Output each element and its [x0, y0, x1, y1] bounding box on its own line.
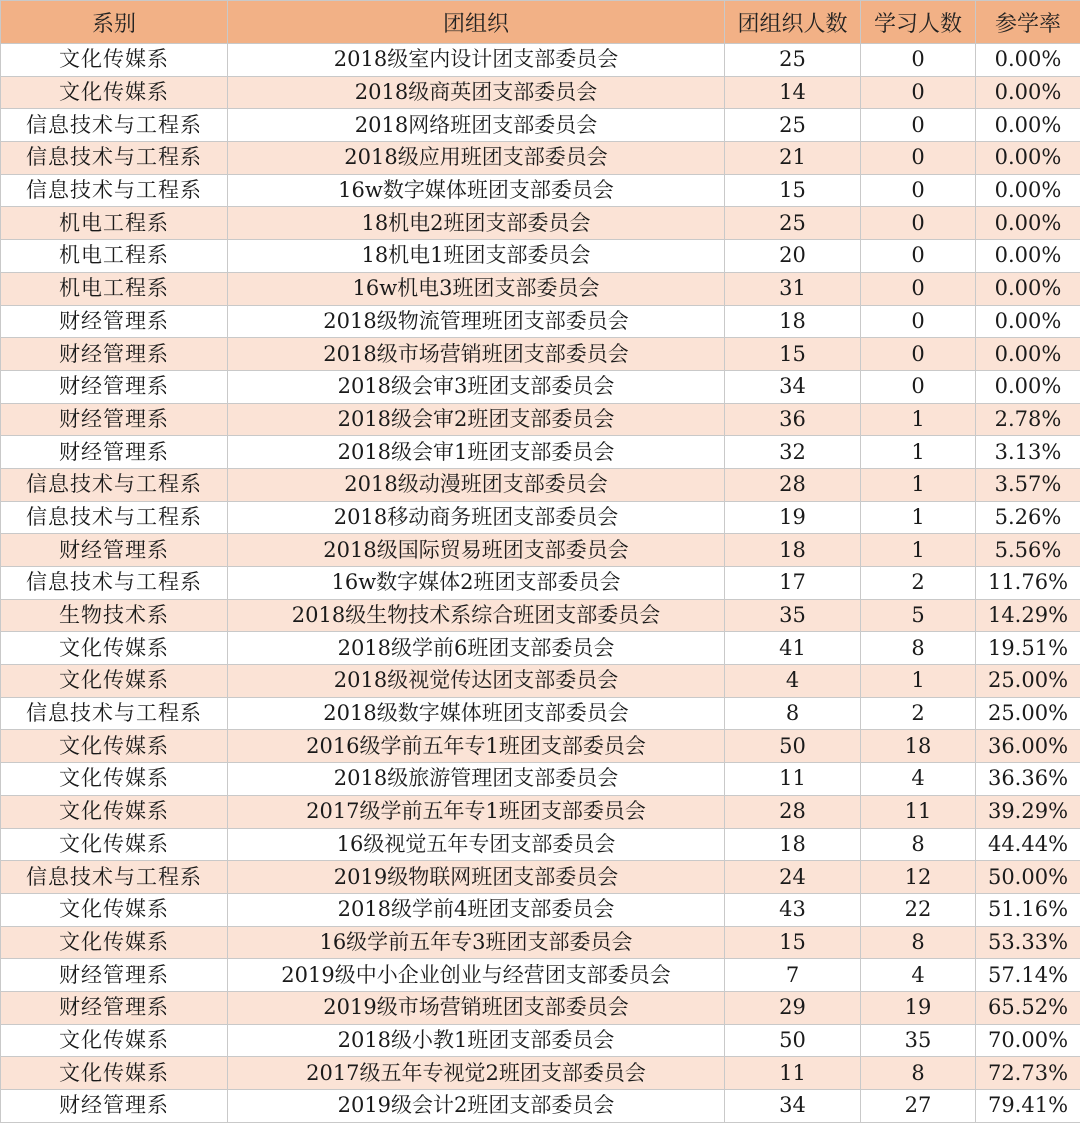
table-row: [1, 567, 1080, 600]
table-row: [1, 142, 1080, 175]
cell-department: 信息技术与工程系: [1, 861, 228, 894]
cell-participation-rate: 0.00%: [976, 207, 1080, 240]
cell-study-count: 8: [861, 926, 976, 959]
cell-study-count: 35: [861, 1024, 976, 1057]
cell-study-count: 19: [861, 991, 976, 1024]
cell-organization: 2018级室内设计团支部委员会: [228, 44, 725, 77]
header-organization: 团组织: [228, 1, 725, 44]
cell-member-count: 20: [725, 240, 861, 273]
cell-department: 文化传媒系: [1, 1057, 228, 1090]
cell-participation-rate: 0.00%: [976, 174, 1080, 207]
cell-study-count: 0: [861, 174, 976, 207]
cell-department: 信息技术与工程系: [1, 697, 228, 730]
table-row: [1, 240, 1080, 273]
cell-member-count: 34: [725, 370, 861, 403]
cell-organization: 2018级学前4班团支部委员会: [228, 893, 725, 926]
cell-department: 财经管理系: [1, 370, 228, 403]
cell-study-count: 12: [861, 861, 976, 894]
table-row: [1, 1024, 1080, 1057]
cell-member-count: 18: [725, 305, 861, 338]
cell-study-count: 0: [861, 338, 976, 371]
cell-organization: 2018移动商务班团支部委员会: [228, 501, 725, 534]
cell-organization: 2018级生物技术系综合班团支部委员会: [228, 599, 725, 632]
cell-participation-rate: 65.52%: [976, 991, 1080, 1024]
cell-organization: 2018级商英团支部委员会: [228, 76, 725, 109]
cell-study-count: 0: [861, 44, 976, 77]
cell-participation-rate: 36.00%: [976, 730, 1080, 763]
table-row: [1, 207, 1080, 240]
cell-organization: 18机电1班团支部委员会: [228, 240, 725, 273]
cell-study-count: 1: [861, 468, 976, 501]
table-row: [1, 436, 1080, 469]
cell-member-count: 7: [725, 959, 861, 992]
cell-organization: 2018级小教1班团支部委员会: [228, 1024, 725, 1057]
cell-organization: 2018级市场营销班团支部委员会: [228, 338, 725, 371]
header-study-count: 学习人数: [861, 1, 976, 44]
cell-member-count: 50: [725, 1024, 861, 1057]
cell-member-count: 41: [725, 632, 861, 665]
cell-study-count: 0: [861, 142, 976, 175]
cell-participation-rate: 25.00%: [976, 665, 1080, 698]
cell-department: 信息技术与工程系: [1, 109, 228, 142]
table-row: [1, 338, 1080, 371]
cell-organization: 2018级会审2班团支部委员会: [228, 403, 725, 436]
cell-organization: 2018级会审1班团支部委员会: [228, 436, 725, 469]
cell-organization: 2019级中小企业创业与经营团支部委员会: [228, 959, 725, 992]
cell-organization: 2018级学前6班团支部委员会: [228, 632, 725, 665]
table-row: [1, 861, 1080, 894]
cell-study-count: 5: [861, 599, 976, 632]
table-row: [1, 730, 1080, 763]
cell-organization: 2017级学前五年专1班团支部委员会: [228, 795, 725, 828]
cell-department: 生物技术系: [1, 599, 228, 632]
cell-study-count: 4: [861, 763, 976, 796]
cell-department: 文化传媒系: [1, 632, 228, 665]
cell-department: 财经管理系: [1, 1090, 228, 1123]
table-row: [1, 305, 1080, 338]
table-row: [1, 991, 1080, 1024]
cell-member-count: 18: [725, 828, 861, 861]
cell-organization: 16级学前五年专3班团支部委员会: [228, 926, 725, 959]
cell-member-count: 15: [725, 174, 861, 207]
cell-study-count: 22: [861, 893, 976, 926]
table-row: [1, 893, 1080, 926]
cell-participation-rate: 79.41%: [976, 1090, 1080, 1123]
cell-participation-rate: 3.57%: [976, 468, 1080, 501]
cell-organization: 2018级应用班团支部委员会: [228, 142, 725, 175]
cell-organization: 2018级数字媒体班团支部委员会: [228, 697, 725, 730]
cell-study-count: 8: [861, 828, 976, 861]
cell-organization: 18机电2班团支部委员会: [228, 207, 725, 240]
cell-study-count: 4: [861, 959, 976, 992]
cell-participation-rate: 0.00%: [976, 142, 1080, 175]
cell-organization: 16级视觉五年专团支部委员会: [228, 828, 725, 861]
cell-organization: 2018级会审3班团支部委员会: [228, 370, 725, 403]
table-row: [1, 697, 1080, 730]
cell-participation-rate: 50.00%: [976, 861, 1080, 894]
table-row: [1, 272, 1080, 305]
cell-member-count: 15: [725, 926, 861, 959]
cell-department: 文化传媒系: [1, 1024, 228, 1057]
cell-department: 文化传媒系: [1, 926, 228, 959]
cell-department: 财经管理系: [1, 338, 228, 371]
header-member-count: 团组织人数: [725, 1, 861, 44]
cell-member-count: 15: [725, 338, 861, 371]
table-row: [1, 403, 1080, 436]
cell-department: 信息技术与工程系: [1, 567, 228, 600]
cell-participation-rate: 0.00%: [976, 272, 1080, 305]
cell-department: 机电工程系: [1, 207, 228, 240]
cell-participation-rate: 11.76%: [976, 567, 1080, 600]
header-department: 系别: [1, 1, 228, 44]
cell-organization: 2019级物联网班团支部委员会: [228, 861, 725, 894]
table-row: [1, 632, 1080, 665]
cell-study-count: 0: [861, 240, 976, 273]
cell-member-count: 28: [725, 468, 861, 501]
table-row: [1, 599, 1080, 632]
table-row: [1, 76, 1080, 109]
cell-participation-rate: 44.44%: [976, 828, 1080, 861]
cell-study-count: 0: [861, 76, 976, 109]
cell-organization: 2018网络班团支部委员会: [228, 109, 725, 142]
cell-study-count: 0: [861, 305, 976, 338]
header-participation-rate: 参学率: [976, 1, 1080, 44]
header-row: [1, 1, 1080, 44]
cell-participation-rate: 0.00%: [976, 44, 1080, 77]
table-row: [1, 926, 1080, 959]
cell-member-count: 25: [725, 44, 861, 77]
cell-department: 文化传媒系: [1, 795, 228, 828]
table-row: [1, 1057, 1080, 1090]
cell-member-count: 24: [725, 861, 861, 894]
cell-member-count: 8: [725, 697, 861, 730]
cell-study-count: 0: [861, 207, 976, 240]
cell-organization: 2019级市场营销班团支部委员会: [228, 991, 725, 1024]
cell-participation-rate: 39.29%: [976, 795, 1080, 828]
cell-department: 财经管理系: [1, 436, 228, 469]
cell-participation-rate: 14.29%: [976, 599, 1080, 632]
table-row: [1, 468, 1080, 501]
cell-department: 财经管理系: [1, 305, 228, 338]
cell-member-count: 29: [725, 991, 861, 1024]
cell-participation-rate: 0.00%: [976, 76, 1080, 109]
cell-study-count: 8: [861, 632, 976, 665]
cell-participation-rate: 0.00%: [976, 370, 1080, 403]
cell-member-count: 43: [725, 893, 861, 926]
cell-organization: 2019级会计2班团支部委员会: [228, 1090, 725, 1123]
cell-department: 信息技术与工程系: [1, 468, 228, 501]
cell-study-count: 11: [861, 795, 976, 828]
cell-study-count: 27: [861, 1090, 976, 1123]
cell-study-count: 2: [861, 697, 976, 730]
cell-organization: 2018级动漫班团支部委员会: [228, 468, 725, 501]
cell-member-count: 25: [725, 109, 861, 142]
cell-organization: 2018级旅游管理团支部委员会: [228, 763, 725, 796]
cell-organization: 2016级学前五年专1班团支部委员会: [228, 730, 725, 763]
cell-participation-rate: 57.14%: [976, 959, 1080, 992]
cell-member-count: 35: [725, 599, 861, 632]
table-row: [1, 1090, 1080, 1123]
table-row: [1, 174, 1080, 207]
cell-participation-rate: 19.51%: [976, 632, 1080, 665]
cell-department: 文化传媒系: [1, 76, 228, 109]
cell-participation-rate: 36.36%: [976, 763, 1080, 796]
table-body: [1, 44, 1080, 1123]
cell-department: 文化传媒系: [1, 44, 228, 77]
cell-study-count: 8: [861, 1057, 976, 1090]
cell-study-count: 1: [861, 403, 976, 436]
cell-organization: 16w数字媒体班团支部委员会: [228, 174, 725, 207]
cell-participation-rate: 72.73%: [976, 1057, 1080, 1090]
cell-participation-rate: 0.00%: [976, 338, 1080, 371]
cell-organization: 2018级物流管理班团支部委员会: [228, 305, 725, 338]
cell-member-count: 21: [725, 142, 861, 175]
table-row: [1, 44, 1080, 77]
cell-department: 文化传媒系: [1, 828, 228, 861]
table-row: [1, 501, 1080, 534]
cell-participation-rate: 25.00%: [976, 697, 1080, 730]
cell-member-count: 32: [725, 436, 861, 469]
cell-department: 文化传媒系: [1, 665, 228, 698]
table-row: [1, 109, 1080, 142]
cell-department: 文化传媒系: [1, 893, 228, 926]
table-row: [1, 665, 1080, 698]
cell-member-count: 19: [725, 501, 861, 534]
cell-organization: 2017级五年专视觉2班团支部委员会: [228, 1057, 725, 1090]
cell-department: 文化传媒系: [1, 763, 228, 796]
cell-participation-rate: 51.16%: [976, 893, 1080, 926]
cell-member-count: 11: [725, 763, 861, 796]
cell-department: 财经管理系: [1, 959, 228, 992]
table-row: [1, 795, 1080, 828]
cell-member-count: 17: [725, 567, 861, 600]
cell-organization: 2018级国际贸易班团支部委员会: [228, 534, 725, 567]
cell-department: 文化传媒系: [1, 730, 228, 763]
cell-department: 机电工程系: [1, 272, 228, 305]
cell-participation-rate: 0.00%: [976, 305, 1080, 338]
cell-study-count: 1: [861, 436, 976, 469]
cell-participation-rate: 5.26%: [976, 501, 1080, 534]
cell-study-count: 2: [861, 567, 976, 600]
cell-department: 信息技术与工程系: [1, 501, 228, 534]
cell-organization: 2018级视觉传达团支部委员会: [228, 665, 725, 698]
cell-department: 信息技术与工程系: [1, 174, 228, 207]
cell-department: 财经管理系: [1, 403, 228, 436]
cell-organization: 16w机电3班团支部委员会: [228, 272, 725, 305]
cell-participation-rate: 3.13%: [976, 436, 1080, 469]
cell-study-count: 1: [861, 501, 976, 534]
cell-department: 机电工程系: [1, 240, 228, 273]
cell-member-count: 14: [725, 76, 861, 109]
table-row: [1, 959, 1080, 992]
cell-participation-rate: 2.78%: [976, 403, 1080, 436]
cell-participation-rate: 0.00%: [976, 240, 1080, 273]
table-row: [1, 828, 1080, 861]
cell-member-count: 36: [725, 403, 861, 436]
cell-member-count: 18: [725, 534, 861, 567]
cell-organization: 16w数字媒体2班团支部委员会: [228, 567, 725, 600]
cell-participation-rate: 70.00%: [976, 1024, 1080, 1057]
cell-study-count: 18: [861, 730, 976, 763]
cell-member-count: 4: [725, 665, 861, 698]
table-row: [1, 534, 1080, 567]
cell-study-count: 0: [861, 109, 976, 142]
cell-member-count: 25: [725, 207, 861, 240]
table-row: [1, 370, 1080, 403]
cell-member-count: 31: [725, 272, 861, 305]
cell-participation-rate: 0.00%: [976, 109, 1080, 142]
cell-department: 信息技术与工程系: [1, 142, 228, 175]
cell-study-count: 1: [861, 534, 976, 567]
cell-member-count: 34: [725, 1090, 861, 1123]
cell-member-count: 28: [725, 795, 861, 828]
table-row: [1, 763, 1080, 796]
cell-participation-rate: 5.56%: [976, 534, 1080, 567]
cell-study-count: 0: [861, 272, 976, 305]
cell-study-count: 0: [861, 370, 976, 403]
cell-study-count: 1: [861, 665, 976, 698]
cell-participation-rate: 53.33%: [976, 926, 1080, 959]
cell-member-count: 50: [725, 730, 861, 763]
cell-member-count: 11: [725, 1057, 861, 1090]
cell-department: 财经管理系: [1, 534, 228, 567]
cell-department: 财经管理系: [1, 991, 228, 1024]
